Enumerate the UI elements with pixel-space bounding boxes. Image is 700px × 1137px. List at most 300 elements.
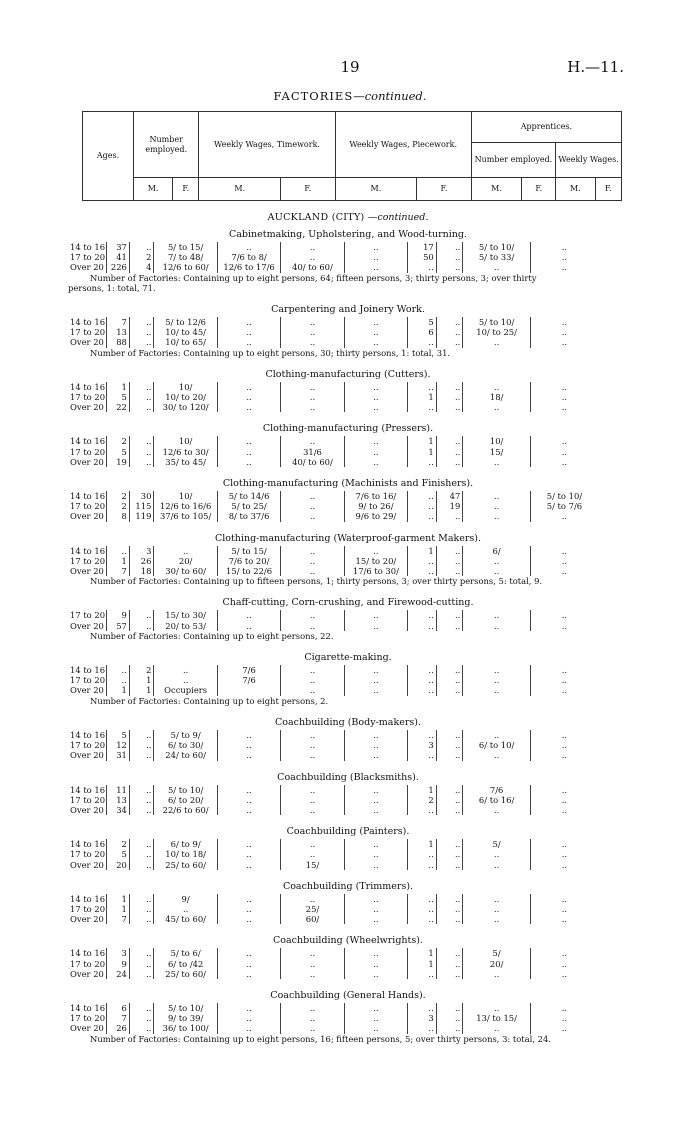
- age-cell: Over 20: [70, 337, 104, 348]
- table-row: [68, 402, 598, 412]
- value-cell: ..: [408, 566, 437, 576]
- value-cell: ..: [530, 959, 598, 969]
- value-cell: ..: [344, 317, 407, 327]
- age-cell: 14 to 16: [70, 317, 106, 328]
- value-cell: 1: [408, 948, 437, 958]
- age-cell: Over 20: [70, 914, 104, 925]
- age-cell: 14 to 16: [70, 893, 106, 904]
- value-cell: ..: [463, 969, 531, 979]
- value-cell: ..: [408, 849, 437, 859]
- value-cell: 3: [408, 740, 437, 750]
- value-cell: ..: [408, 556, 437, 566]
- value-cell: 1: [408, 447, 437, 457]
- table-body: [68, 212, 628, 1055]
- region-heading: AUCKLAND (CITY) —continued.: [267, 212, 429, 223]
- value-cell: ..: [281, 337, 344, 347]
- age-cell: 14 to 16: [70, 665, 106, 676]
- value-cell: 34: [107, 805, 130, 815]
- value-cell: ..: [281, 730, 344, 740]
- value-cell: 9/6 to 29/: [344, 511, 407, 521]
- section-rows: [68, 610, 598, 630]
- table-row: [68, 805, 598, 815]
- value-cell: ..: [408, 621, 437, 631]
- value-cell: ..: [217, 785, 280, 795]
- value-cell: 18: [129, 566, 154, 576]
- section-title: Coachbuilding (General Hands).: [270, 989, 426, 1001]
- value-cell: ..: [129, 392, 154, 402]
- value-cell: ..: [217, 959, 280, 969]
- value-cell: ..: [408, 665, 437, 675]
- value-cell: ..: [436, 252, 463, 262]
- value-cell: ..: [217, 860, 280, 870]
- value-cell: ..: [436, 730, 463, 740]
- value-cell: ..: [217, 894, 280, 904]
- value-cell: 37: [107, 242, 130, 252]
- value-cell: ..: [436, 511, 463, 521]
- value-cell: ..: [344, 327, 407, 337]
- value-cell: ..: [408, 904, 437, 914]
- header-ages: Ages.: [83, 112, 134, 201]
- value-cell: ..: [408, 457, 437, 467]
- value-cell: ..: [281, 511, 344, 521]
- age-cell: 14 to 16: [70, 839, 106, 850]
- age-cell: Over 20: [70, 402, 104, 413]
- value-cell: ..: [281, 894, 344, 904]
- value-cell: ..: [530, 610, 598, 620]
- value-cell: ..: [217, 904, 280, 914]
- value-cell: ..: [463, 337, 531, 347]
- page-title: FACTORIES—continued.: [273, 89, 427, 103]
- value-cell: ..: [129, 402, 154, 412]
- value-cell: ..: [129, 805, 154, 815]
- section: [68, 478, 628, 522]
- value-cell: ..: [436, 1003, 463, 1013]
- value-cell: ..: [154, 546, 217, 556]
- value-cell: 3: [107, 948, 130, 958]
- table-row: [68, 730, 598, 740]
- section: [68, 533, 628, 587]
- age-cell: Over 20: [70, 804, 104, 815]
- value-cell: ..: [217, 382, 280, 392]
- value-cell: ..: [129, 860, 154, 870]
- table-row: [68, 849, 598, 859]
- value-cell: ..: [436, 317, 463, 327]
- value-cell: ..: [436, 457, 463, 467]
- value-cell: ..: [129, 382, 154, 392]
- value-cell: ..: [530, 904, 598, 914]
- value-cell: ..: [463, 665, 531, 675]
- value-cell: ..: [530, 805, 598, 815]
- value-cell: 5: [107, 730, 130, 740]
- value-cell: 24/ to 60/: [154, 750, 217, 760]
- table-row: [68, 556, 598, 566]
- value-cell: ..: [344, 740, 407, 750]
- value-cell: ..: [463, 511, 531, 521]
- value-cell: 2: [129, 665, 154, 675]
- value-cell: ..: [154, 904, 217, 914]
- value-cell: ..: [344, 252, 407, 262]
- value-cell: 9/ to 39/: [154, 1013, 217, 1023]
- value-cell: ..: [129, 730, 154, 740]
- value-cell: 13: [107, 795, 130, 805]
- value-cell: 8/ to 37/6: [217, 511, 280, 521]
- value-cell: 20/: [463, 959, 531, 969]
- value-cell: ..: [129, 785, 154, 795]
- value-cell: ..: [344, 1023, 407, 1033]
- value-cell: 40/ to 60/: [281, 262, 344, 272]
- value-cell: 12: [107, 740, 130, 750]
- value-cell: 88: [107, 337, 130, 347]
- value-cell: ..: [436, 740, 463, 750]
- section: [68, 990, 628, 1044]
- value-cell: ..: [530, 457, 598, 467]
- age-cell: Over 20: [70, 511, 104, 522]
- value-cell: ..: [463, 621, 531, 631]
- value-cell: 10/ to 25/: [463, 327, 531, 337]
- value-cell: 1: [129, 685, 154, 695]
- value-cell: 5/ to 10/: [154, 785, 217, 795]
- value-cell: 26: [107, 1023, 130, 1033]
- column-header-table: [82, 111, 622, 201]
- table-row: [68, 252, 598, 262]
- value-cell: 7: [107, 317, 130, 327]
- section-rows: [68, 839, 598, 870]
- value-cell: ..: [281, 740, 344, 750]
- age-cell: 17 to 20: [70, 958, 106, 969]
- value-cell: ..: [344, 860, 407, 870]
- value-cell: ..: [408, 501, 437, 511]
- value-cell: ..: [463, 1023, 531, 1033]
- value-cell: 9/ to 26/: [344, 501, 407, 511]
- value-cell: ..: [107, 665, 130, 675]
- value-cell: ..: [436, 621, 463, 631]
- value-cell: 7/6 to 8/: [217, 252, 280, 262]
- section-title: Coachbuilding (Blacksmiths).: [277, 771, 419, 783]
- value-cell: 7/6: [463, 785, 531, 795]
- value-cell: ..: [463, 904, 531, 914]
- value-cell: 1: [408, 392, 437, 402]
- value-cell: ..: [344, 675, 407, 685]
- value-cell: ..: [217, 317, 280, 327]
- value-cell: ..: [530, 447, 598, 457]
- header-f: F.: [522, 178, 556, 201]
- value-cell: 7/ to 48/: [154, 252, 217, 262]
- value-cell: 5/ to 9/: [154, 730, 217, 740]
- factories-note: Number of Factories: Containing up to eight persons, 30; thirty persons, 1: total, 31.: [90, 347, 451, 358]
- page-reference: H.—11.: [567, 58, 624, 76]
- table-row: [68, 914, 598, 924]
- value-cell: 15/ to 20/: [344, 556, 407, 566]
- table-row: [68, 839, 598, 849]
- value-cell: 5: [107, 447, 130, 457]
- value-cell: 9/: [154, 894, 217, 904]
- section-rows: [68, 894, 598, 925]
- value-cell: 3: [408, 1013, 437, 1023]
- age-cell: 17 to 20: [70, 392, 106, 403]
- value-cell: ..: [344, 546, 407, 556]
- table-row: [68, 1023, 598, 1033]
- value-cell: ..: [344, 969, 407, 979]
- age-cell: Over 20: [70, 566, 104, 577]
- value-cell: ..: [217, 327, 280, 337]
- table-row: [68, 382, 598, 392]
- value-cell: ..: [129, 327, 154, 337]
- value-cell: 31/6: [281, 447, 344, 457]
- value-cell: ..: [217, 948, 280, 958]
- value-cell: 10/ to 65/: [154, 337, 217, 347]
- value-cell: 5/ to 10/: [154, 1003, 217, 1013]
- table-row: [68, 750, 598, 760]
- value-cell: ..: [436, 242, 463, 252]
- header-number-employed: Number employed.: [134, 112, 199, 178]
- value-cell: ..: [107, 675, 130, 685]
- section-rows: [68, 491, 598, 522]
- value-cell: ..: [463, 894, 531, 904]
- value-cell: ..: [530, 665, 598, 675]
- value-cell: ..: [344, 665, 407, 675]
- value-cell: ..: [129, 447, 154, 457]
- age-cell: 17 to 20: [70, 849, 106, 860]
- table-row: [68, 610, 598, 620]
- header-app-number: Number employed.: [471, 143, 555, 178]
- age-cell: 17 to 20: [70, 446, 106, 457]
- value-cell: 1: [107, 382, 130, 392]
- header-weekly-timework: Weekly Wages, Timework.: [199, 112, 335, 178]
- table-row: [68, 1013, 598, 1023]
- value-cell: ..: [436, 685, 463, 695]
- value-cell: ..: [281, 546, 344, 556]
- table-row: [68, 546, 598, 556]
- value-cell: ..: [344, 685, 407, 695]
- value-cell: ..: [408, 860, 437, 870]
- value-cell: ..: [436, 402, 463, 412]
- value-cell: 30: [129, 491, 154, 501]
- value-cell: ..: [530, 337, 598, 347]
- value-cell: 5/ to 6/: [154, 948, 217, 958]
- section: [68, 304, 628, 358]
- value-cell: ..: [530, 252, 598, 262]
- value-cell: ..: [129, 849, 154, 859]
- value-cell: ..: [217, 849, 280, 859]
- age-cell: 14 to 16: [70, 242, 106, 252]
- value-cell: 36/ to 100/: [154, 1023, 217, 1033]
- age-cell: 14 to 16: [70, 436, 106, 447]
- value-cell: ..: [530, 382, 598, 392]
- header-weekly-piecework: Weekly Wages, Piecework.: [335, 112, 471, 178]
- value-cell: ..: [154, 675, 217, 685]
- value-cell: ..: [436, 849, 463, 859]
- value-cell: 41: [107, 252, 130, 262]
- value-cell: 6/ to 20/: [154, 795, 217, 805]
- value-cell: 25/ to 60/: [154, 860, 217, 870]
- value-cell: 10/ to 18/: [154, 849, 217, 859]
- age-cell: 14 to 16: [70, 784, 106, 795]
- age-cell: 14 to 16: [70, 491, 106, 502]
- header-m: M.: [556, 178, 595, 201]
- table-row: [68, 860, 598, 870]
- value-cell: 5/ to 10/: [463, 317, 531, 327]
- value-cell: ..: [436, 392, 463, 402]
- value-cell: ..: [344, 805, 407, 815]
- value-cell: 30/ to 60/: [154, 566, 217, 576]
- value-cell: ..: [129, 337, 154, 347]
- value-cell: ..: [281, 1003, 344, 1013]
- value-cell: 1: [107, 904, 130, 914]
- table-row: [68, 621, 598, 631]
- value-cell: 24: [107, 969, 130, 979]
- table-row: [68, 457, 598, 467]
- value-cell: ..: [344, 1003, 407, 1013]
- value-cell: 10/ to 45/: [154, 327, 217, 337]
- value-cell: 5/ to 12/6: [154, 317, 217, 327]
- value-cell: 1: [107, 685, 130, 695]
- section-title: Cabinetmaking, Upholstering, and Wood-turning.: [228, 229, 467, 240]
- section-rows: [68, 785, 598, 816]
- value-cell: ..: [436, 959, 463, 969]
- value-cell: 9: [107, 959, 130, 969]
- value-cell: ..: [281, 948, 344, 958]
- age-cell: 17 to 20: [70, 903, 106, 914]
- value-cell: ..: [217, 337, 280, 347]
- value-cell: 119: [129, 511, 154, 521]
- value-cell: ..: [217, 795, 280, 805]
- value-cell: 5/ to 14/6: [217, 491, 280, 501]
- value-cell: 10/: [154, 382, 217, 392]
- age-cell: 17 to 20: [70, 610, 106, 621]
- section-title: Clothing-manufacturing (Cutters).: [265, 368, 431, 380]
- value-cell: ..: [436, 750, 463, 760]
- value-cell: ..: [129, 750, 154, 760]
- value-cell: 5/ to 33/: [463, 252, 531, 262]
- value-cell: ..: [408, 262, 437, 272]
- value-cell: ..: [217, 242, 280, 252]
- value-cell: ..: [129, 959, 154, 969]
- table-row: [68, 740, 598, 750]
- section-title: Coachbuilding (Painters).: [286, 826, 410, 838]
- value-cell: 1: [408, 785, 437, 795]
- value-cell: 1: [107, 556, 130, 566]
- value-cell: 19: [107, 457, 130, 467]
- section: [68, 881, 628, 925]
- value-cell: ..: [281, 501, 344, 511]
- value-cell: 5/ to 15/: [217, 546, 280, 556]
- value-cell: 5/ to 7/6: [530, 501, 598, 511]
- value-cell: ..: [281, 392, 344, 402]
- value-cell: ..: [129, 610, 154, 620]
- factories-note: Number of Factories: Containing up to eight persons, 64; fifteen persons, 3; thirty persons, 3; over thirty: [90, 272, 537, 283]
- value-cell: ..: [436, 914, 463, 924]
- value-cell: ..: [530, 839, 598, 849]
- value-cell: ..: [436, 948, 463, 958]
- value-cell: 1: [408, 839, 437, 849]
- table-row: [68, 566, 598, 576]
- value-cell: ..: [463, 402, 531, 412]
- age-cell: 17 to 20: [70, 675, 106, 686]
- value-cell: ..: [530, 1023, 598, 1033]
- value-cell: 6/ to /42: [154, 959, 217, 969]
- value-cell: ..: [281, 491, 344, 501]
- value-cell: ..: [436, 262, 463, 272]
- value-cell: ..: [217, 740, 280, 750]
- value-cell: 5/ to 25/: [217, 501, 280, 511]
- value-cell: ..: [408, 969, 437, 979]
- section: [68, 369, 628, 413]
- value-cell: ..: [463, 805, 531, 815]
- value-cell: ..: [408, 894, 437, 904]
- value-cell: ..: [281, 665, 344, 675]
- section: [68, 717, 628, 761]
- section: [68, 229, 628, 293]
- value-cell: ..: [344, 730, 407, 740]
- age-cell: 17 to 20: [70, 327, 106, 338]
- value-cell: 40/ to 60/: [281, 457, 344, 467]
- value-cell: ..: [463, 566, 531, 576]
- value-cell: ..: [530, 750, 598, 760]
- value-cell: 20/ to 53/: [154, 621, 217, 631]
- value-cell: 25/ to 60/: [154, 969, 217, 979]
- section-title: Clothing-manufacturing (Machinists and Finishers).: [222, 478, 474, 490]
- section-rows: [68, 382, 598, 413]
- value-cell: 2: [107, 839, 130, 849]
- age-cell: Over 20: [70, 456, 104, 467]
- value-cell: ..: [217, 839, 280, 849]
- value-cell: 7/6 to 16/: [344, 491, 407, 501]
- value-cell: ..: [281, 252, 344, 262]
- value-cell: ..: [344, 457, 407, 467]
- section: [68, 423, 628, 467]
- value-cell: Occupiers: [154, 685, 217, 695]
- age-cell: 17 to 20: [70, 252, 106, 263]
- value-cell: ..: [129, 1023, 154, 1033]
- table-row: [68, 795, 598, 805]
- value-cell: ..: [436, 610, 463, 620]
- value-cell: ..: [436, 447, 463, 457]
- value-cell: ..: [281, 610, 344, 620]
- value-cell: 25/: [281, 904, 344, 914]
- table-row: [68, 969, 598, 979]
- age-cell: 14 to 16: [70, 1002, 106, 1013]
- value-cell: ..: [408, 382, 437, 392]
- value-cell: ..: [463, 491, 531, 501]
- value-cell: 15/ to 22/6: [217, 566, 280, 576]
- value-cell: ..: [281, 566, 344, 576]
- value-cell: 5/ to 10/: [530, 491, 598, 501]
- age-cell: 17 to 20: [70, 740, 106, 751]
- factories-note: Number of Factories: Containing up to fifteen persons, 1; thirty persons, 3; over thirty persons, 5: total, 9.: [90, 576, 543, 587]
- value-cell: ..: [129, 904, 154, 914]
- age-cell: 17 to 20: [70, 501, 106, 512]
- value-cell: ..: [530, 1003, 598, 1013]
- value-cell: ..: [217, 1003, 280, 1013]
- value-cell: ..: [344, 959, 407, 969]
- value-cell: ..: [344, 337, 407, 347]
- section: [68, 826, 628, 870]
- header-m: M.: [471, 178, 522, 201]
- value-cell: ..: [436, 805, 463, 815]
- value-cell: ..: [436, 795, 463, 805]
- value-cell: ..: [129, 457, 154, 467]
- section-title: Cigarette-making.: [304, 652, 392, 664]
- value-cell: 15/: [281, 860, 344, 870]
- value-cell: 5/ to 15/: [154, 242, 217, 252]
- value-cell: ..: [436, 327, 463, 337]
- value-cell: ..: [436, 904, 463, 914]
- value-cell: 17: [408, 242, 437, 252]
- value-cell: 35/ to 45/: [154, 457, 217, 467]
- value-cell: 20: [107, 860, 130, 870]
- value-cell: ..: [463, 556, 531, 566]
- section-rows: [68, 665, 598, 696]
